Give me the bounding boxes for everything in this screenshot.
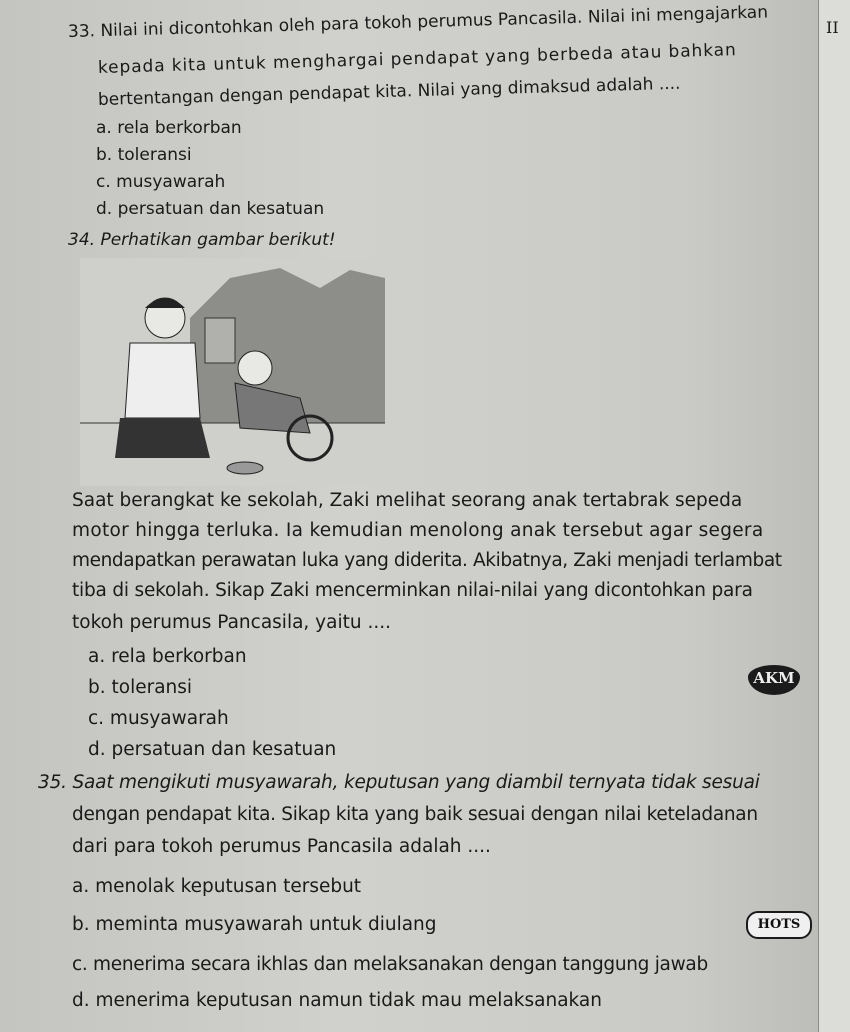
q35-line: dari para tokoh perumus Pancasila adalah .... [72, 836, 491, 857]
q35-option-b[interactable]: b. meminta musyawarah untuk diulang [72, 914, 437, 935]
akm-badge: AKM [748, 665, 800, 695]
q34-title: 34. Perhatikan gambar berikut! [68, 230, 336, 250]
q33-option-b[interactable]: b. toleransi [96, 145, 192, 165]
q35-option-d[interactable]: d. menerima keputusan namun tidak mau melaksanakan [72, 990, 602, 1011]
accident-illustration [80, 258, 385, 486]
q33-line: kepada kita untuk menghargai pendapat yang berbeda atau bahkan [97, 40, 737, 78]
q34-line: Saat berangkat ke sekolah, Zaki melihat seorang anak tertabrak sepeda [72, 490, 743, 511]
q33-option-a[interactable]: a. rela berkorban [96, 118, 242, 138]
q34-line: tiba di sekolah. Sikap Zaki mencerminkan nilai-nilai yang dicontohkan para [72, 580, 753, 601]
q33-option-c[interactable]: c. musyawarah [96, 172, 226, 192]
q34-option-c[interactable]: c. musyawarah [88, 708, 229, 729]
q35-line: dengan pendapat kita. Sikap kita yang baik sesuai dengan nilai keteladanan [72, 804, 758, 825]
q33-line: bertentangan dengan pendapat kita. Nilai yang dimaksud adalah .... [97, 73, 681, 110]
q34-option-a[interactable]: a. rela berkorban [88, 646, 247, 667]
section-marker: II [826, 18, 839, 37]
q35-line: 35. Saat mengikuti musyawarah, keputusan yang diambil ternyata tidak sesuai [38, 772, 760, 793]
q34-line: motor hingga terluka. Ia kemudian menolong anak tersebut agar segera [72, 520, 764, 541]
q34-line: mendapatkan perawatan luka yang diderita. Akibatnya, Zaki menjadi terlambat [72, 550, 782, 571]
q33-line: 33. Nilai ini dicontohkan oleh para tokoh perumus Pancasila. Nilai ini mengajarkan [67, 2, 769, 42]
q35-option-a[interactable]: a. menolak keputusan tersebut [72, 876, 362, 897]
q35-option-c[interactable]: c. menerima secara ikhlas dan melaksanakan dengan tanggung jawab [72, 954, 708, 975]
q33-option-d[interactable]: d. persatuan dan kesatuan [96, 199, 325, 219]
hots-badge: HOTS [746, 911, 812, 939]
q34-line: tokoh perumus Pancasila, yaitu .... [72, 612, 391, 633]
next-page-edge [818, 0, 850, 1032]
q34-option-b[interactable]: b. toleransi [88, 677, 193, 698]
q34-option-d[interactable]: d. persatuan dan kesatuan [88, 739, 337, 760]
